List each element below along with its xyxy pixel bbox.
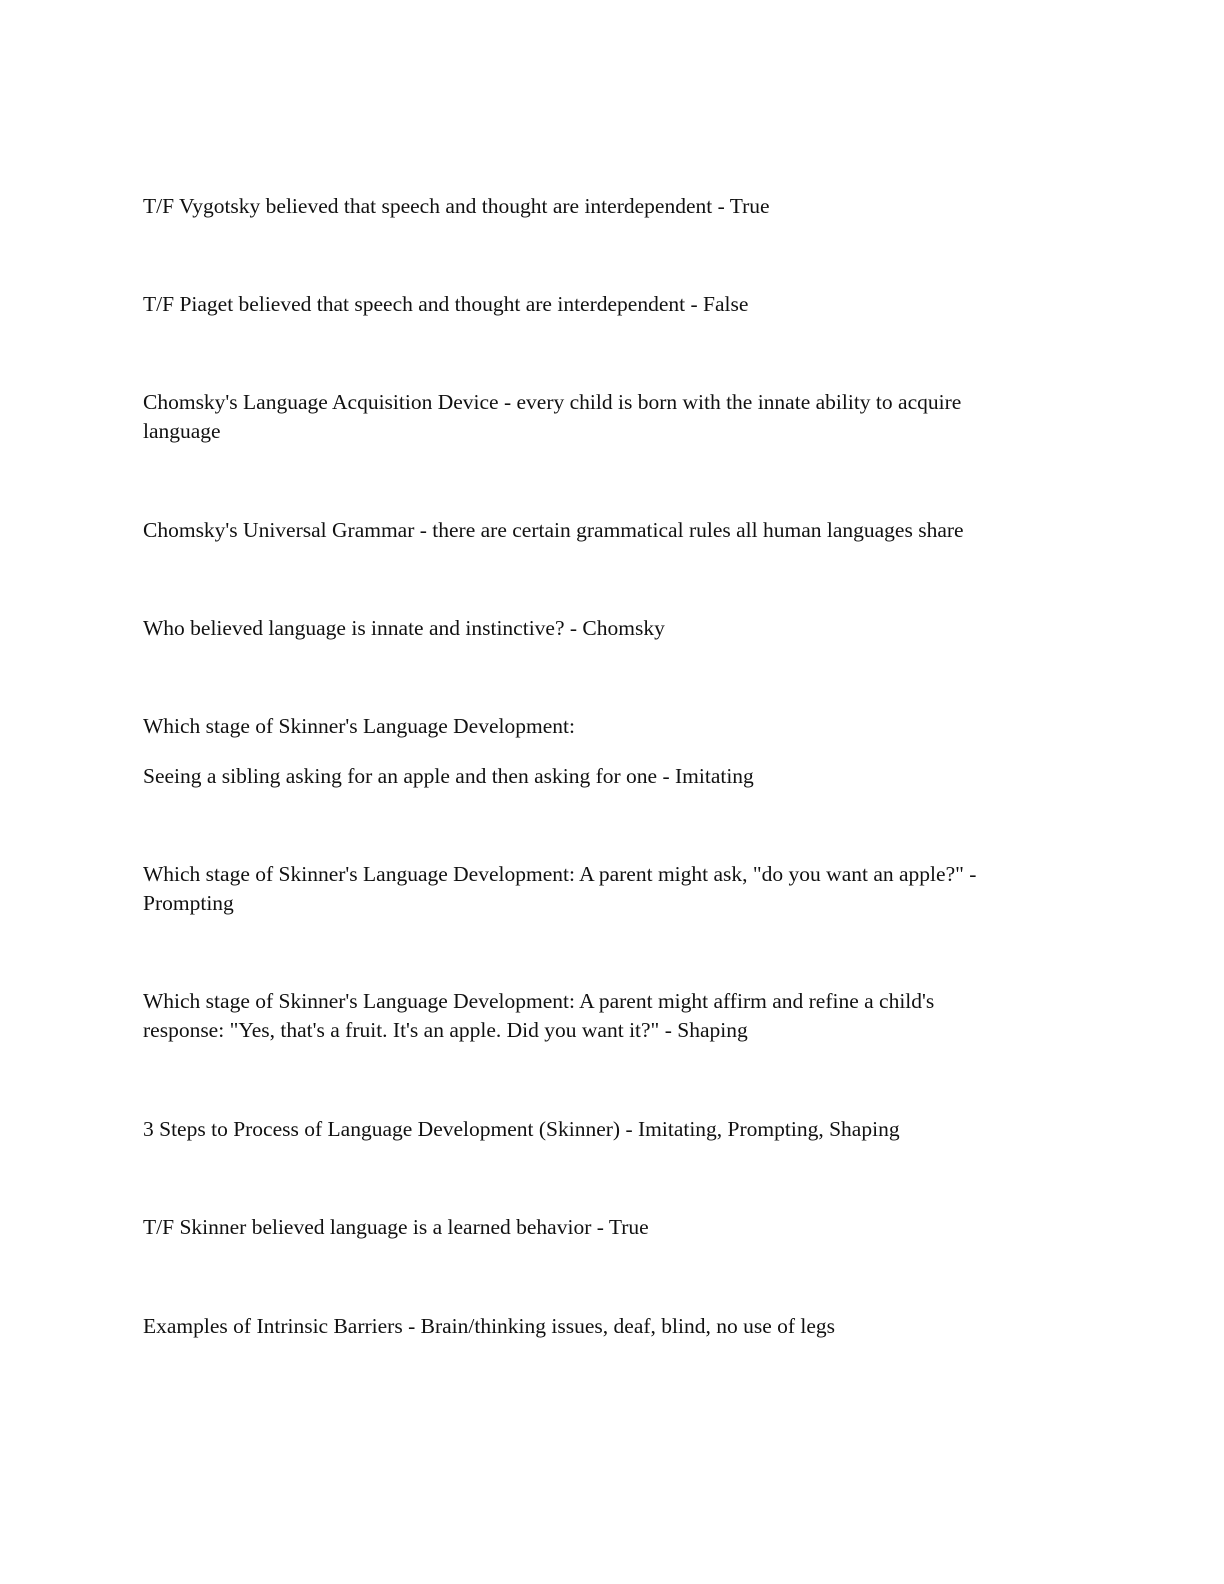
flashcard-prompting (143, 860, 976, 918)
text-line: Who believed language is innate and instinctive? - Chomsky (143, 616, 665, 640)
text-line: Which stage of Skinner's Language Development: A parent might ask, "do you want an apple?" - (143, 862, 977, 886)
text-line: response: "Yes, that's a fruit. It's an apple. Did you want it?" - Shaping (143, 1018, 748, 1042)
flashcard-universal-grammar (143, 516, 964, 545)
flashcard-imitating-question (143, 712, 575, 741)
text-line: Chomsky's Universal Grammar - there are certain grammatical rules all human languages share (143, 518, 964, 542)
flashcard-innate (143, 614, 665, 643)
text-line: T/F Vygotsky believed that speech and thought are interdependent - True (143, 194, 770, 218)
text-line: language (143, 419, 221, 443)
text-line: Chomsky's Language Acquisition Device - every child is born with the innate ability to acquire (143, 390, 962, 414)
flashcard-skinner-learned (143, 1213, 649, 1242)
flashcard-imitating-answer (143, 762, 754, 791)
text-line: Examples of Intrinsic Barriers - Brain/thinking issues, deaf, blind, no use of legs (143, 1314, 836, 1338)
flashcard-lad (143, 388, 961, 446)
text-line: 3 Steps to Process of Language Development (Skinner) - Imitating, Prompting, Shaping (143, 1117, 900, 1141)
text-line: Which stage of Skinner's Language Development: (143, 714, 575, 738)
text-line: Which stage of Skinner's Language Development: A parent might affirm and refine a child's (143, 989, 935, 1013)
flashcard-shaping (143, 987, 934, 1045)
text-line: Seeing a sibling asking for an apple and then asking for one - Imitating (143, 764, 754, 788)
flashcard-vygotsky (143, 192, 770, 221)
flashcard-three-steps (143, 1115, 900, 1144)
text-line: Prompting (143, 891, 234, 915)
flashcard-piaget (143, 290, 748, 319)
text-line: T/F Piaget believed that speech and thought are interdependent - False (143, 292, 749, 316)
text-line: T/F Skinner believed language is a learned behavior - True (143, 1215, 649, 1239)
flashcard-intrinsic-barriers (143, 1312, 835, 1341)
